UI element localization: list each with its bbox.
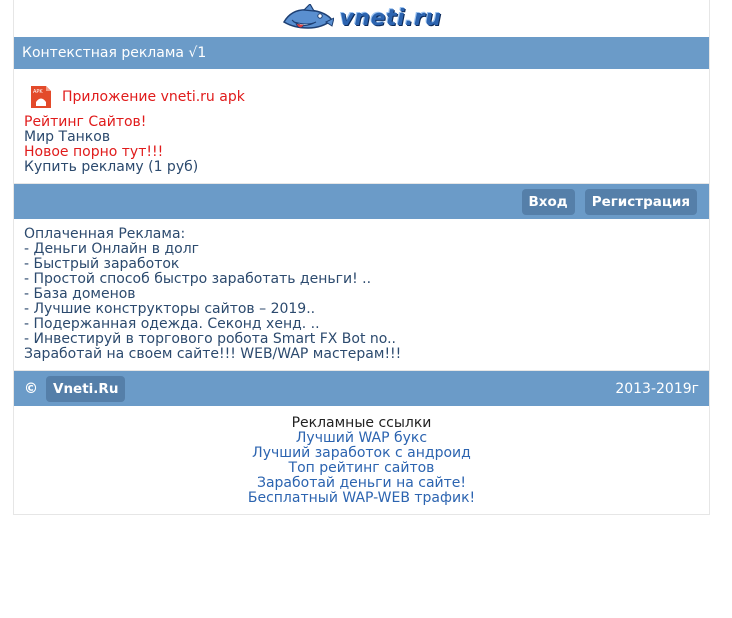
paid-ad-item[interactable]: - Простой способ быстро заработать деньги! .. <box>24 271 372 287</box>
ad-link-item[interactable]: Заработай деньги на сайте! <box>256 475 467 491</box>
ad-link-buy[interactable]: Купить рекламу (1 руб) <box>24 159 199 175</box>
apk-link[interactable] <box>30 85 699 109</box>
paid-ads-box <box>14 219 709 371</box>
ad-link-item[interactable]: Лучший WAP букс <box>295 430 428 446</box>
ad-link-new[interactable]: Новое порно тут!!! <box>24 144 164 160</box>
home-button[interactable]: Vneti.Ru <box>46 376 125 402</box>
shark-mascot-icon <box>282 4 334 34</box>
login-button[interactable]: Вход <box>522 189 575 215</box>
paid-ad-item[interactable]: - Деньги Онлайн в долг <box>24 241 200 257</box>
paid-ads-heading: Оплаченная Реклама: <box>24 226 186 242</box>
ad-link-item[interactable]: Топ рейтинг сайтов <box>288 460 435 476</box>
footer-bar <box>14 371 709 406</box>
ad-link-item[interactable]: Бесплатный WAP-WEB трафик! <box>247 490 476 506</box>
context-ads-title: Контекстная реклама √1 <box>22 45 207 61</box>
page-container <box>13 0 710 515</box>
ad-link-rating[interactable]: Рейтинг Сайтов! <box>24 114 147 130</box>
footer-brand <box>24 376 125 402</box>
register-button[interactable]: Регистрация <box>585 189 697 215</box>
paid-ad-item[interactable]: - Быстрый заработок <box>24 256 180 272</box>
footer-years: 2013-2019г <box>615 380 699 397</box>
site-logo[interactable] <box>14 0 709 37</box>
paid-ad-item[interactable]: - Инвестируй в торгового робота Smart FX Bot no.. <box>24 331 397 347</box>
logo-text: vneti.ru <box>339 6 442 31</box>
paid-ad-item[interactable]: Заработай на своем сайте!!! WEB/WAP мастерам!!! <box>24 346 402 362</box>
apk-link-label: Приложение vneti.ru apk <box>62 88 245 105</box>
ad-link-tanks[interactable]: Мир Танков <box>24 129 111 145</box>
context-ads-box <box>14 69 709 184</box>
paid-ad-item[interactable]: - База доменов <box>24 286 136 302</box>
ad-link-item[interactable]: Лучший заработок с андроид <box>252 445 471 461</box>
apk-badge: APK <box>33 89 43 95</box>
paid-ad-item[interactable]: - Подержанная одежда. Секонд хенд. .. <box>24 316 320 332</box>
context-ads-header <box>14 37 709 69</box>
paid-ad-item[interactable]: - Лучшие конструкторы сайтов – 2019.. <box>24 301 316 317</box>
copyright-symbol: © <box>24 380 38 397</box>
ad-links-box <box>14 406 709 514</box>
ad-links-title: Рекламные ссылки <box>291 415 432 431</box>
apk-file-icon <box>30 85 52 109</box>
auth-bar <box>14 184 709 219</box>
